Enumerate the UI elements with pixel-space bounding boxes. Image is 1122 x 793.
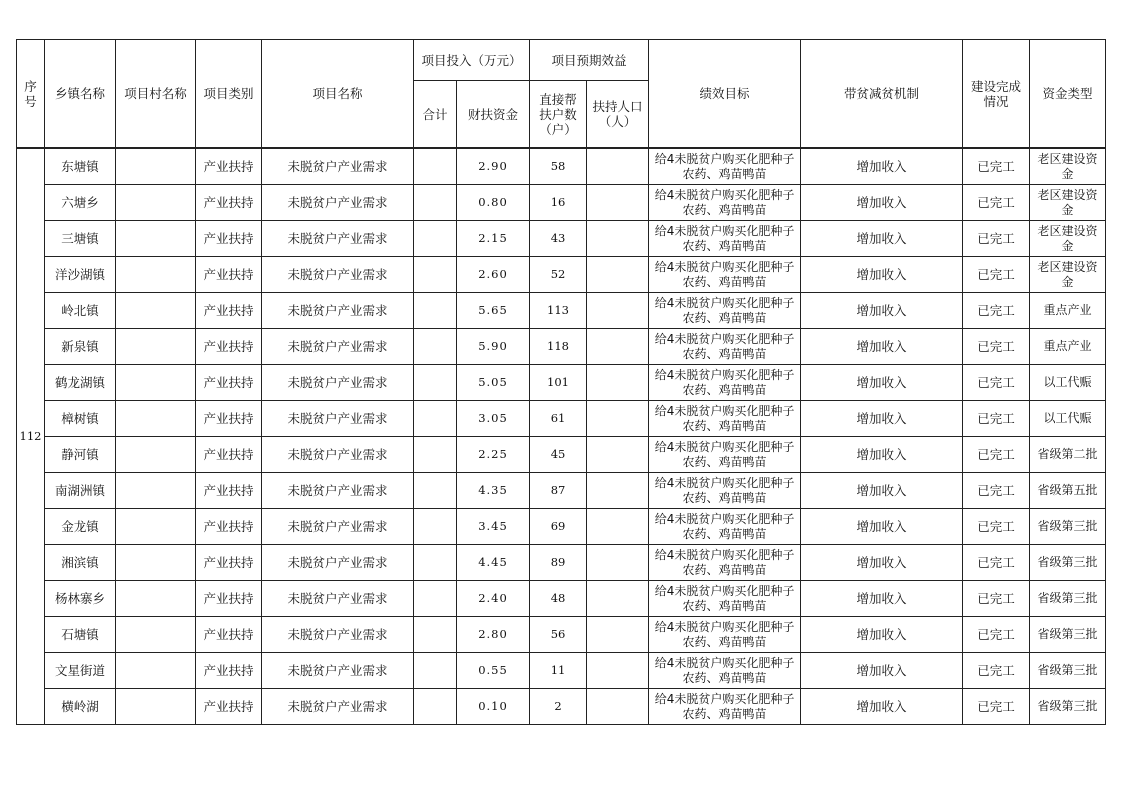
cell-fund-type: 老区建设资金 [1030, 148, 1106, 185]
cell-population [587, 617, 649, 653]
cell-households: 58 [530, 148, 587, 185]
cell-mechanism: 增加收入 [801, 293, 963, 329]
cell-mechanism: 增加收入 [801, 185, 963, 221]
cell-project: 未脱贫户产业需求 [262, 473, 414, 509]
cell-goal: 给4未脱贫户购买化肥种子农药、鸡苗鸭苗 [649, 581, 801, 617]
cell-fiscal-fund: 0.55 [457, 653, 530, 689]
cell-village [116, 473, 196, 509]
cell-sequence-number: 112 [17, 148, 45, 725]
cell-fund-type: 老区建设资金 [1030, 257, 1106, 293]
header-village: 项目村名称 [116, 40, 196, 149]
header-mechanism: 带贫减贫机制 [801, 40, 963, 149]
cell-project: 未脱贫户产业需求 [262, 221, 414, 257]
cell-town: 东塘镇 [45, 148, 116, 185]
cell-project: 未脱贫户产业需求 [262, 689, 414, 725]
cell-goal: 给4未脱贫户购买化肥种子农药、鸡苗鸭苗 [649, 653, 801, 689]
cell-households: 113 [530, 293, 587, 329]
cell-category: 产业扶持 [196, 257, 262, 293]
header-total: 合计 [414, 81, 457, 149]
cell-village [116, 365, 196, 401]
cell-category: 产业扶持 [196, 293, 262, 329]
table-row [17, 401, 1106, 437]
cell-project: 未脱贫户产业需求 [262, 401, 414, 437]
cell-village [116, 437, 196, 473]
cell-mechanism: 增加收入 [801, 653, 963, 689]
cell-category: 产业扶持 [196, 221, 262, 257]
cell-category: 产业扶持 [196, 689, 262, 725]
cell-category: 产业扶持 [196, 617, 262, 653]
cell-village [116, 293, 196, 329]
cell-total [414, 437, 457, 473]
cell-goal: 给4未脱贫户购买化肥种子农药、鸡苗鸭苗 [649, 689, 801, 725]
cell-completion: 已完工 [963, 545, 1030, 581]
cell-goal: 给4未脱贫户购买化肥种子农药、鸡苗鸭苗 [649, 545, 801, 581]
cell-town: 六塘乡 [45, 185, 116, 221]
cell-project: 未脱贫户产业需求 [262, 653, 414, 689]
cell-mechanism: 增加收入 [801, 689, 963, 725]
cell-completion: 已完工 [963, 581, 1030, 617]
table-row [17, 653, 1106, 689]
cell-goal: 给4未脱贫户购买化肥种子农药、鸡苗鸭苗 [649, 329, 801, 365]
table-row [17, 617, 1106, 653]
header-completion: 建设完成情况 [963, 40, 1030, 149]
header-fiscal-fund: 财扶资金 [457, 81, 530, 149]
cell-goal: 给4未脱贫户购买化肥种子农药、鸡苗鸭苗 [649, 617, 801, 653]
cell-total [414, 653, 457, 689]
cell-category: 产业扶持 [196, 581, 262, 617]
cell-population [587, 365, 649, 401]
cell-town: 三塘镇 [45, 221, 116, 257]
table-row [17, 221, 1106, 257]
header-category: 项目类别 [196, 40, 262, 149]
cell-fund-type: 重点产业 [1030, 293, 1106, 329]
cell-fiscal-fund: 0.80 [457, 185, 530, 221]
cell-households: 11 [530, 653, 587, 689]
cell-town: 金龙镇 [45, 509, 116, 545]
cell-category: 产业扶持 [196, 653, 262, 689]
cell-fund-type: 重点产业 [1030, 329, 1106, 365]
cell-goal: 给4未脱贫户购买化肥种子农药、鸡苗鸭苗 [649, 148, 801, 185]
cell-households: 45 [530, 437, 587, 473]
cell-population [587, 293, 649, 329]
cell-fund-type: 以工代赈 [1030, 401, 1106, 437]
cell-total [414, 365, 457, 401]
table-row [17, 365, 1106, 401]
header-direct-households: 直接帮扶户数（户） [530, 81, 587, 149]
cell-fund-type: 省级第三批 [1030, 689, 1106, 725]
cell-population [587, 689, 649, 725]
cell-completion: 已完工 [963, 653, 1030, 689]
cell-completion: 已完工 [963, 617, 1030, 653]
cell-town: 杨林寨乡 [45, 581, 116, 617]
table-row [17, 257, 1106, 293]
cell-completion: 已完工 [963, 509, 1030, 545]
cell-population [587, 401, 649, 437]
cell-project: 未脱贫户产业需求 [262, 545, 414, 581]
cell-households: 43 [530, 221, 587, 257]
cell-category: 产业扶持 [196, 365, 262, 401]
cell-households: 101 [530, 365, 587, 401]
table-row [17, 473, 1106, 509]
cell-town: 南湖洲镇 [45, 473, 116, 509]
cell-total [414, 293, 457, 329]
table-row [17, 581, 1106, 617]
cell-mechanism: 增加收入 [801, 473, 963, 509]
cell-fiscal-fund: 4.35 [457, 473, 530, 509]
cell-goal: 给4未脱贫户购买化肥种子农药、鸡苗鸭苗 [649, 509, 801, 545]
cell-households: 69 [530, 509, 587, 545]
cell-households: 118 [530, 329, 587, 365]
cell-population [587, 437, 649, 473]
cell-village [116, 509, 196, 545]
cell-goal: 给4未脱贫户购买化肥种子农药、鸡苗鸭苗 [649, 293, 801, 329]
cell-population [587, 148, 649, 185]
cell-fund-type: 老区建设资金 [1030, 185, 1106, 221]
cell-fiscal-fund: 2.15 [457, 221, 530, 257]
cell-fund-type: 以工代赈 [1030, 365, 1106, 401]
cell-village [116, 617, 196, 653]
cell-category: 产业扶持 [196, 509, 262, 545]
cell-project: 未脱贫户产业需求 [262, 365, 414, 401]
cell-village [116, 653, 196, 689]
cell-category: 产业扶持 [196, 401, 262, 437]
header-seq: 序 号 [17, 40, 45, 149]
cell-total [414, 185, 457, 221]
cell-completion: 已完工 [963, 689, 1030, 725]
cell-total [414, 221, 457, 257]
cell-total [414, 148, 457, 185]
cell-population [587, 257, 649, 293]
cell-fund-type: 省级第五批 [1030, 473, 1106, 509]
cell-village [116, 185, 196, 221]
cell-fiscal-fund: 2.60 [457, 257, 530, 293]
cell-completion: 已完工 [963, 221, 1030, 257]
cell-town: 洋沙湖镇 [45, 257, 116, 293]
cell-village [116, 689, 196, 725]
cell-population [587, 653, 649, 689]
cell-households: 87 [530, 473, 587, 509]
cell-households: 89 [530, 545, 587, 581]
table-row [17, 148, 1106, 185]
cell-town: 樟树镇 [45, 401, 116, 437]
cell-fiscal-fund: 5.65 [457, 293, 530, 329]
cell-households: 2 [530, 689, 587, 725]
cell-mechanism: 增加收入 [801, 581, 963, 617]
cell-completion: 已完工 [963, 329, 1030, 365]
cell-town: 新泉镇 [45, 329, 116, 365]
cell-fund-type: 省级第三批 [1030, 509, 1106, 545]
cell-goal: 给4未脱贫户购买化肥种子农药、鸡苗鸭苗 [649, 257, 801, 293]
cell-goal: 给4未脱贫户购买化肥种子农药、鸡苗鸭苗 [649, 437, 801, 473]
cell-fund-type: 老区建设资金 [1030, 221, 1106, 257]
cell-project: 未脱贫户产业需求 [262, 257, 414, 293]
cell-total [414, 581, 457, 617]
cell-village [116, 545, 196, 581]
cell-category: 产业扶持 [196, 437, 262, 473]
cell-mechanism: 增加收入 [801, 617, 963, 653]
cell-population [587, 581, 649, 617]
cell-mechanism: 增加收入 [801, 221, 963, 257]
cell-category: 产业扶持 [196, 148, 262, 185]
cell-goal: 给4未脱贫户购买化肥种子农药、鸡苗鸭苗 [649, 473, 801, 509]
cell-fiscal-fund: 5.05 [457, 365, 530, 401]
table-row [17, 509, 1106, 545]
cell-completion: 已完工 [963, 437, 1030, 473]
cell-category: 产业扶持 [196, 329, 262, 365]
cell-project: 未脱贫户产业需求 [262, 148, 414, 185]
cell-town: 石塘镇 [45, 617, 116, 653]
cell-completion: 已完工 [963, 473, 1030, 509]
cell-population [587, 473, 649, 509]
cell-fiscal-fund: 2.90 [457, 148, 530, 185]
cell-project: 未脱贫户产业需求 [262, 329, 414, 365]
cell-fiscal-fund: 3.45 [457, 509, 530, 545]
header-goal: 绩效目标 [649, 40, 801, 149]
cell-goal: 给4未脱贫户购买化肥种子农药、鸡苗鸭苗 [649, 401, 801, 437]
cell-total [414, 329, 457, 365]
cell-population [587, 509, 649, 545]
cell-households: 56 [530, 617, 587, 653]
header-row-1 [17, 40, 1106, 81]
cell-village [116, 581, 196, 617]
cell-population [587, 185, 649, 221]
cell-project: 未脱贫户产业需求 [262, 437, 414, 473]
cell-fund-type: 省级第三批 [1030, 653, 1106, 689]
cell-completion: 已完工 [963, 148, 1030, 185]
cell-project: 未脱贫户产业需求 [262, 509, 414, 545]
cell-village [116, 329, 196, 365]
cell-town: 静河镇 [45, 437, 116, 473]
cell-total [414, 545, 457, 581]
cell-goal: 给4未脱贫户购买化肥种子农药、鸡苗鸭苗 [649, 221, 801, 257]
cell-mechanism: 增加收入 [801, 437, 963, 473]
cell-fund-type: 省级第三批 [1030, 581, 1106, 617]
table-body [17, 148, 1106, 725]
cell-mechanism: 增加收入 [801, 329, 963, 365]
table-row [17, 293, 1106, 329]
cell-fiscal-fund: 0.10 [457, 689, 530, 725]
cell-village [116, 257, 196, 293]
cell-households: 61 [530, 401, 587, 437]
cell-town: 文星街道 [45, 653, 116, 689]
cell-mechanism: 增加收入 [801, 545, 963, 581]
cell-total [414, 509, 457, 545]
table-row [17, 437, 1106, 473]
cell-project: 未脱贫户产业需求 [262, 581, 414, 617]
cell-total [414, 617, 457, 653]
cell-mechanism: 增加收入 [801, 401, 963, 437]
cell-households: 16 [530, 185, 587, 221]
table-row [17, 185, 1106, 221]
header-town: 乡镇名称 [45, 40, 116, 149]
cell-households: 52 [530, 257, 587, 293]
cell-total [414, 689, 457, 725]
cell-fiscal-fund: 2.80 [457, 617, 530, 653]
cell-total [414, 401, 457, 437]
cell-category: 产业扶持 [196, 545, 262, 581]
cell-project: 未脱贫户产业需求 [262, 293, 414, 329]
cell-town: 鹤龙湖镇 [45, 365, 116, 401]
cell-town: 横岭湖 [45, 689, 116, 725]
cell-population [587, 221, 649, 257]
cell-fiscal-fund: 2.40 [457, 581, 530, 617]
table-row [17, 689, 1106, 725]
cell-village [116, 221, 196, 257]
cell-mechanism: 增加收入 [801, 257, 963, 293]
cell-mechanism: 增加收入 [801, 365, 963, 401]
header-project-name: 项目名称 [262, 40, 414, 149]
cell-town: 岭北镇 [45, 293, 116, 329]
cell-mechanism: 增加收入 [801, 509, 963, 545]
cell-completion: 已完工 [963, 257, 1030, 293]
cell-category: 产业扶持 [196, 185, 262, 221]
cell-total [414, 473, 457, 509]
project-table [16, 39, 1106, 725]
cell-project: 未脱贫户产业需求 [262, 617, 414, 653]
cell-fiscal-fund: 4.45 [457, 545, 530, 581]
table-row [17, 329, 1106, 365]
cell-mechanism: 增加收入 [801, 148, 963, 185]
cell-project: 未脱贫户产业需求 [262, 185, 414, 221]
cell-population [587, 329, 649, 365]
cell-completion: 已完工 [963, 365, 1030, 401]
cell-fiscal-fund: 2.25 [457, 437, 530, 473]
table-row [17, 545, 1106, 581]
cell-population [587, 545, 649, 581]
header-investment-group: 项目投入（万元） [414, 40, 530, 81]
cell-village [116, 401, 196, 437]
cell-category: 产业扶持 [196, 473, 262, 509]
cell-town: 湘滨镇 [45, 545, 116, 581]
cell-fund-type: 省级第二批 [1030, 437, 1106, 473]
cell-village [116, 148, 196, 185]
cell-goal: 给4未脱贫户购买化肥种子农药、鸡苗鸭苗 [649, 365, 801, 401]
header-benefit-group: 项目预期效益 [530, 40, 649, 81]
cell-completion: 已完工 [963, 401, 1030, 437]
cell-completion: 已完工 [963, 185, 1030, 221]
cell-households: 48 [530, 581, 587, 617]
cell-completion: 已完工 [963, 293, 1030, 329]
cell-fund-type: 省级第三批 [1030, 617, 1106, 653]
header-fund-type: 资金类型 [1030, 40, 1106, 149]
cell-total [414, 257, 457, 293]
cell-fiscal-fund: 5.90 [457, 329, 530, 365]
cell-fiscal-fund: 3.05 [457, 401, 530, 437]
cell-fund-type: 省级第三批 [1030, 545, 1106, 581]
header-support-population: 扶持人口（人） [587, 81, 649, 149]
cell-goal: 给4未脱贫户购买化肥种子农药、鸡苗鸭苗 [649, 185, 801, 221]
